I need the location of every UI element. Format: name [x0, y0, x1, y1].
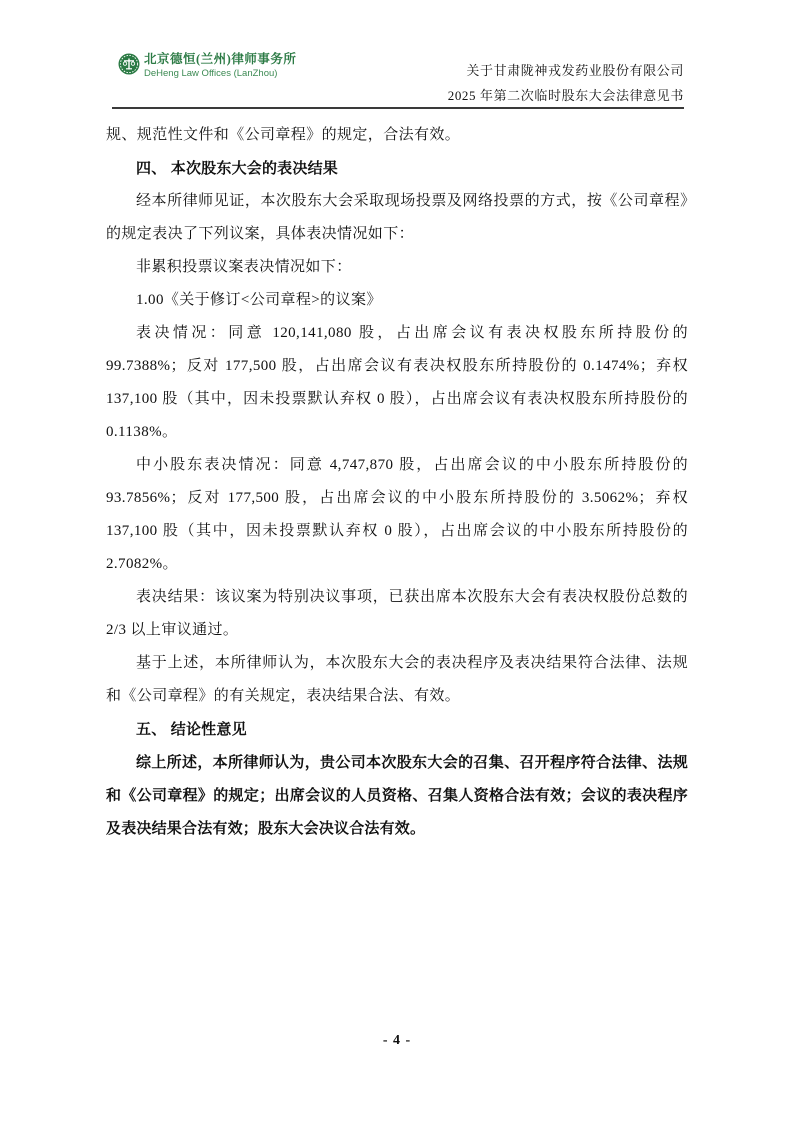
- paragraph-witness: 经本所律师见证，本次股东大会采取现场投票及网络投票的方式，按《公司章程》的规定表决了下列议案，具体表决情况如下：: [106, 193, 688, 242]
- firm-logo-block: [118, 53, 296, 79]
- paragraph-basedon: 基于上述，本所律师认为，本次股东大会的表决程序及表决结果符合法律、法规和《公司章程》的有关规定，表决结果合法、有效。: [106, 655, 688, 704]
- paragraph-conclusion: 综上所述，本所律师认为，贵公司本次股东大会的召集、召开程序符合法律、法规和《公司章程》的规定；出席会议的人员资格、召集人资格合法有效；会议的表决程序及表决结果合法有效；股东大会决议合法有效。: [106, 754, 688, 837]
- doc-reference-line2: 2025 年第二次临时股东大会法律意见书: [447, 88, 684, 103]
- firm-names: [144, 53, 296, 79]
- deheng-seal-icon: [118, 53, 140, 75]
- firm-name-en: DeHeng Law Offices (LanZhou): [144, 68, 278, 79]
- paragraph-vote-result: 表决情况：同意 120,141,080 股，占出席会议有表决权股东所持股份的 99.7388%；反对 177,500 股，占出席会议有表决权股东所持股份的 0.1474%；弃权 137,100 股（其中，因未投票默认弃权 0 股），占出席会议有表决权股东所持股份的 0.1138%。: [106, 325, 688, 440]
- paragraph-resolution: 表决结果：该议案为特别决议事项，已获出席本次股东大会有表决权股份总数的 2/3 以上审议通过。: [106, 589, 688, 638]
- page-number: - 4 -: [382, 1033, 412, 1048]
- carryover-paragraph: 规、规范性文件和《公司章程》的规定，合法有效。: [106, 127, 461, 143]
- section-5-heading: 五、 结论性意见: [136, 721, 247, 738]
- paragraph-proposal-title: 1.00《关于修订<公司章程>的议案》: [136, 292, 382, 308]
- paragraph-minority-vote: 中小股东表决情况：同意 4,747,870 股，占出席会议的中小股东所持股份的 93.7856%；反对 177,500 股，占出席会议的中小股东所持股份的 3.5062%；弃权 137,100 股（其中，因未投票默认弃权 0 股），占出席会议的中小股东所持股份的 2.7082%。: [106, 457, 688, 572]
- section-4-heading: 四、 本次股东大会的表决结果: [136, 160, 338, 177]
- doc-reference-line1: 关于甘肃陇神戎发药业股份有限公司: [466, 63, 684, 78]
- firm-name-zh: 北京德恒(兰州)律师事务所: [144, 52, 297, 66]
- document-body: [106, 119, 688, 845]
- header-divider: [112, 107, 684, 109]
- paragraph-noncumulative: 非累积投票议案表决情况如下：: [136, 259, 352, 275]
